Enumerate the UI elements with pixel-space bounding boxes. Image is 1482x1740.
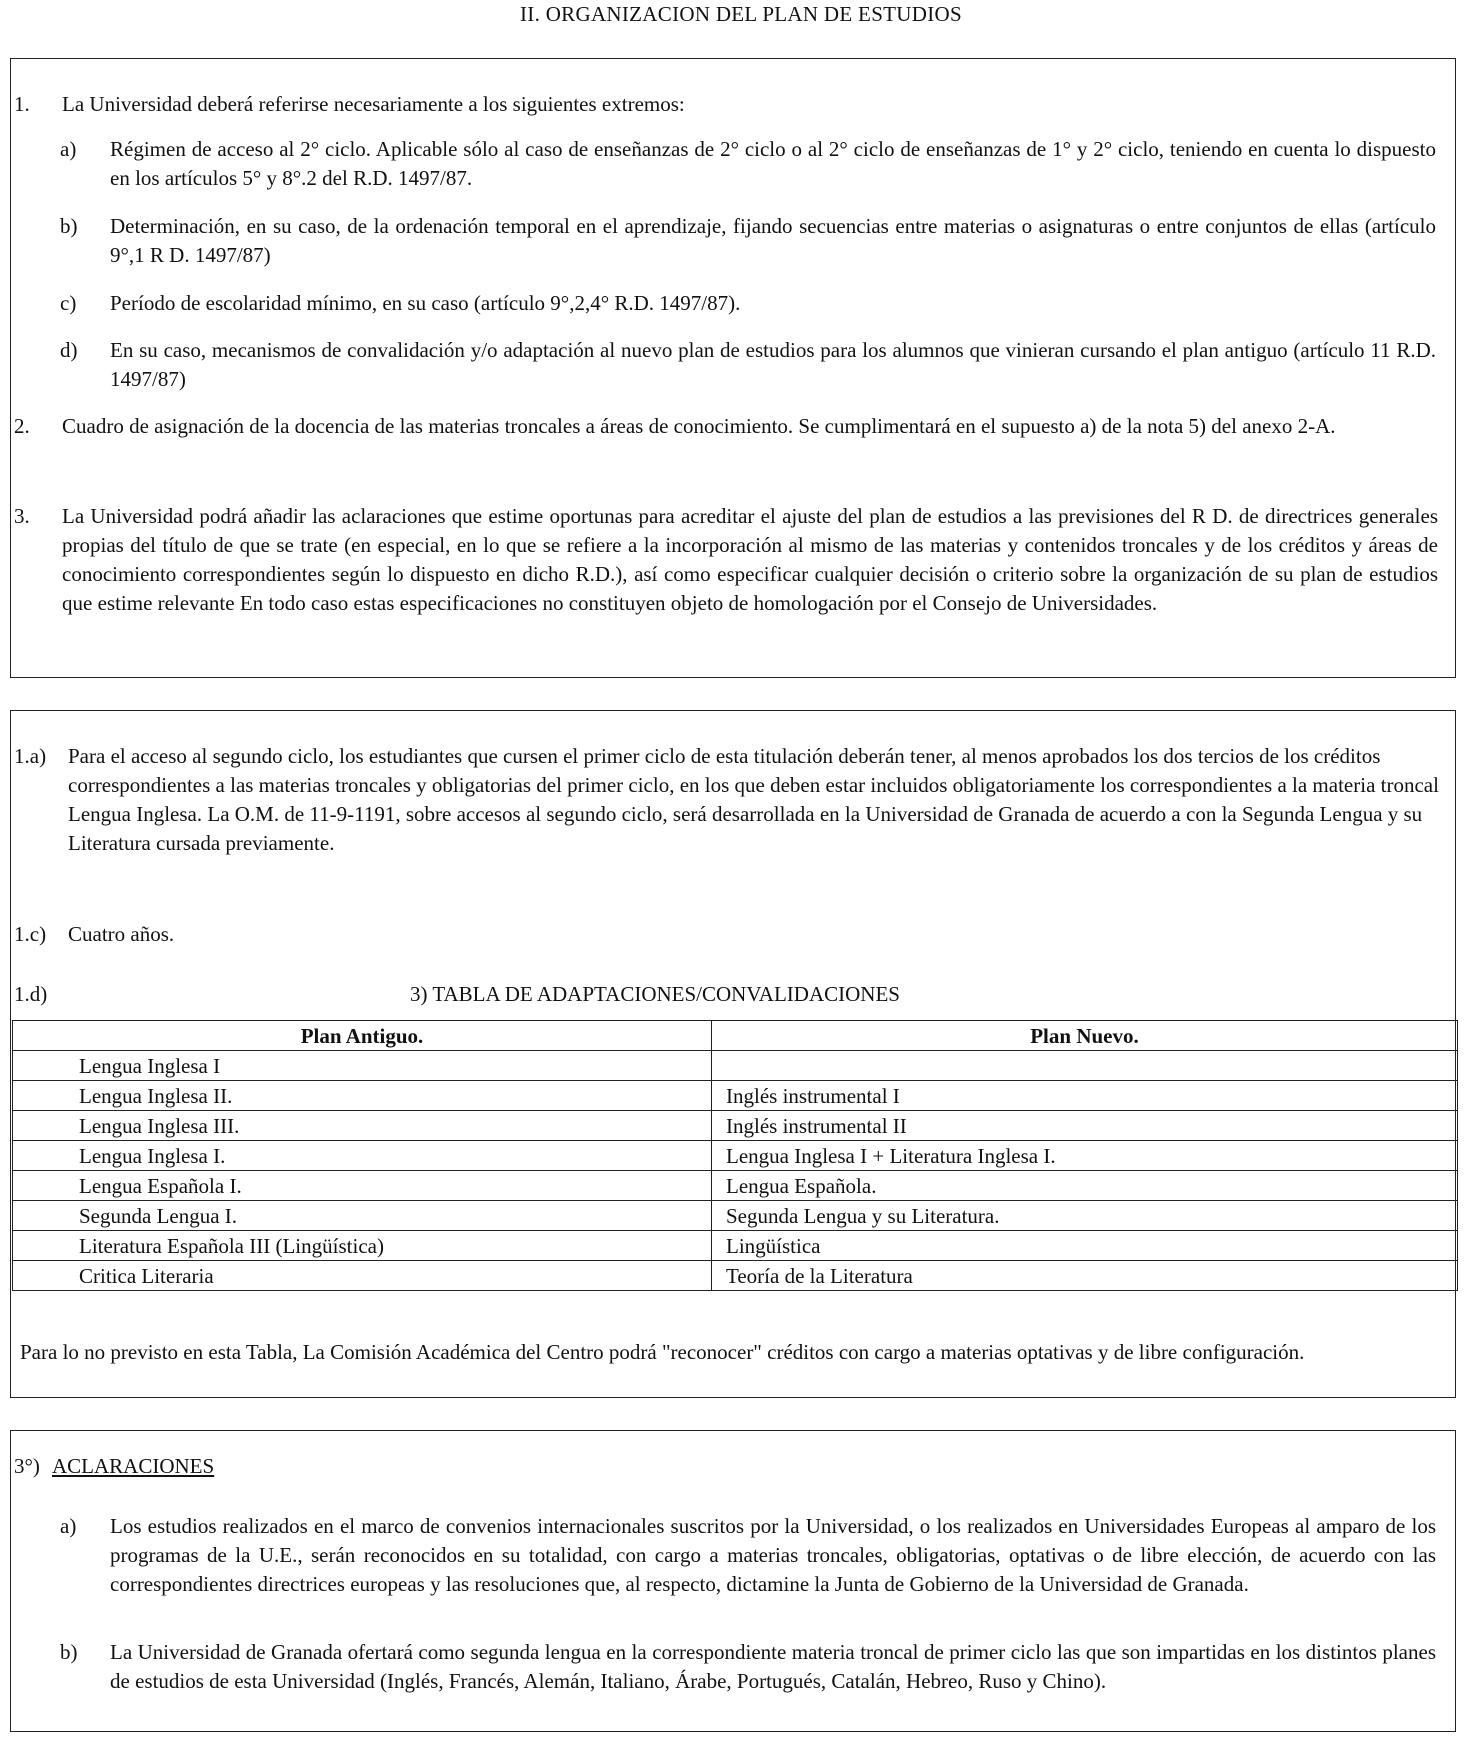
subitem-c-text: Período de escolaridad mínimo, en su caso (artículo 9°,2,4° R.D. 1497/87).: [110, 291, 741, 315]
cell-new: Inglés instrumental I: [712, 1081, 1458, 1111]
table-row: [13, 1051, 1458, 1081]
cell-old: Lengua Española I.: [13, 1171, 712, 1201]
clarification-b-label: b): [60, 1640, 78, 1664]
cell-new: Lengua Española.: [712, 1171, 1458, 1201]
table-row: [13, 1201, 1458, 1231]
item-1a-label: 1.a): [14, 744, 47, 768]
table-row: [13, 1111, 1458, 1141]
item-1d-label: 1.d): [14, 982, 48, 1006]
subitem-b-label: b): [60, 214, 78, 238]
cell-new: Inglés instrumental II: [712, 1111, 1458, 1141]
cell-new: Teoría de la Literatura: [712, 1261, 1458, 1291]
table-row: [13, 1261, 1458, 1291]
clarifications-heading: ACLARACIONES: [52, 1454, 215, 1478]
cell-old: Lengua Inglesa I: [13, 1051, 712, 1081]
item-3-number: 3.: [14, 504, 30, 528]
table-note: Para lo no previsto en esta Tabla, La Comisión Académica del Centro podrá "reconocer" créditos con cargo a materias optativas y de libre configuración.: [20, 1340, 1305, 1364]
item-1-text: La Universidad deberá referirse necesariamente a los siguientes extremos:: [62, 92, 685, 116]
cell-old: Lengua Inglesa III.: [13, 1111, 712, 1141]
subitem-b-text: Determinación, en su caso, de la ordenación temporal en el aprendizaje, fijando secuencias entre materias o asignaturas o entre conjuntos de ellas (artículo 9°,1 R D. 1497/87): [110, 214, 1436, 267]
table-title: 3) TABLA DE ADAPTACIONES/CONVALIDACIONES: [410, 982, 900, 1006]
cell-new: Lingüística: [712, 1231, 1458, 1261]
subitem-a-text: Régimen de acceso al 2° ciclo. Aplicable sólo al caso de enseñanzas de 2° ciclo o al 2° ciclo de enseñanzas de 1° y 2° ciclo, teniendo en cuenta lo dispuesto en los artículos 5° y 8°.2 del R.D. 1497/87.: [110, 137, 1436, 190]
item-1a-text: Para el acceso al segundo ciclo, los estudiantes que cursen el primer ciclo de esta titulación deberán tener, al menos aprobados los dos tercios de los créditos correspondientes a las materias troncales y obligatorias del primer ciclo, en los que deben estar incluidos obligatoriamente los correspondientes a la materia troncal Lengua Inglesa. La O.M. de 11-9-1191, sobre accesos al segundo ciclo, será desarrollada en la Universidad de Granada de acuerdo a con la Segunda Lengua y su Literatura cursada previamente.: [68, 744, 1439, 855]
table-header-row: [13, 1021, 1458, 1051]
item-1c-label: 1.c): [14, 922, 47, 946]
item-1c-text: Cuatro años.: [68, 922, 175, 946]
cell-old: Critica Literaria: [13, 1261, 712, 1291]
item-3-text: La Universidad podrá añadir las aclaraciones que estime oportunas para acreditar el ajuste del plan de estudios a las previsiones del R D. de directrices generales propias del título de que se trate (en especial, en lo que se refiere a la incorporación al mismo de las materias y contenidos troncales y de los créditos y áreas de conocimiento correspondientes según lo dispuesto en dicho R.D.), así como especificar cualquier decisión o criterio sobre la organización de su plan de estudios que estime relevante En todo caso estas especificaciones no constituyen objeto de homologación por el Consejo de Universidades.: [62, 504, 1438, 615]
subitem-c-label: c): [60, 291, 77, 315]
adaptations-table: [12, 1020, 1458, 1291]
item-2-number: 2.: [14, 414, 30, 438]
cell-old: Segunda Lengua I.: [13, 1201, 712, 1231]
subitem-a-label: a): [60, 137, 77, 161]
item-1-number: 1.: [14, 92, 30, 116]
cell-old: Lengua Inglesa II.: [13, 1081, 712, 1111]
item-2-text: Cuadro de asignación de la docencia de las materias troncales a áreas de conocimiento. Se cumplimentará en el supuesto a) de la nota 5) del anexo 2-A.: [62, 414, 1336, 438]
clarification-a-label: a): [60, 1514, 77, 1538]
table-row: [13, 1141, 1458, 1171]
cell-old: Literatura Española III (Lingüística): [13, 1231, 712, 1261]
clarifications-number: 3°): [14, 1454, 40, 1478]
cell-new: [712, 1051, 1458, 1081]
subitem-d-text: En su caso, mecanismos de convalidación y/o adaptación al nuevo plan de estudios para los alumnos que vinieran cursando el plan antiguo (artículo 11 R.D. 1497/87): [110, 338, 1436, 391]
clarification-a-text: Los estudios realizados en el marco de convenios internacionales suscritos por la Universidad, o los realizados en Universidades Europeas al amparo de los programas de la U.E., serán reconocidos en su totalidad, con cargo a materias troncales, obligatorias, optativas o de libre elección, de acuerdo con las correspondientes directrices europeas y las resoluciones que, al respecto, dictamine la Junta de Gobierno de la Universidad de Granada.: [110, 1514, 1436, 1596]
cell-old: Lengua Inglesa I.: [13, 1141, 712, 1171]
cell-new: Lengua Inglesa I + Literatura Inglesa I.: [712, 1141, 1458, 1171]
cell-new: Segunda Lengua y su Literatura.: [712, 1201, 1458, 1231]
clarification-b-text: La Universidad de Granada ofertará como segunda lengua en la correspondiente materia troncal de primer ciclo las que son impartidas en los distintos planes de estudios de esta Universidad (Inglés, Francés, Alemán, Italiano, Árabe, Portugués, Catalán, Hebreo, Ruso y Chino).: [110, 1640, 1436, 1693]
page-title: II. ORGANIZACION DEL PLAN DE ESTUDIOS: [520, 2, 962, 26]
table-row: [13, 1081, 1458, 1111]
table-row: [13, 1171, 1458, 1201]
table-row: [13, 1231, 1458, 1261]
header-plan-antiguo: Plan Antiguo.: [13, 1021, 712, 1051]
subitem-d-label: d): [60, 338, 78, 362]
header-plan-nuevo: Plan Nuevo.: [712, 1021, 1458, 1051]
